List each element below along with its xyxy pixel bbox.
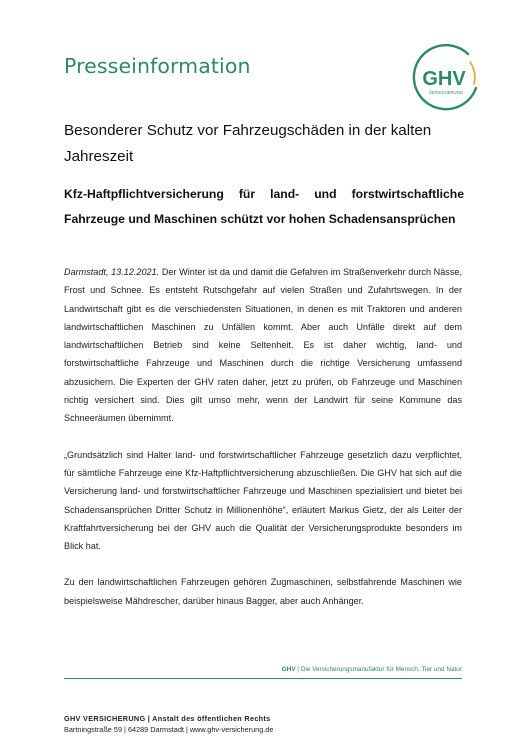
footer-claim-text: | Die Versicherungsmanufaktur für Mensch, Tier und Natur: [295, 666, 462, 673]
paragraph-2: „Grundsätzlich sind Halter land- und forstwirtschaftlicher Fahrzeuge gesetzlich dazu verpflichtet, für sämtliche Fahrzeuge eine Kfz-Haftpflichtversicherung abzuschließen. Die GHV hat sich auf die Versicherung land- und forstwirtschaftlicher Fahrzeuge und Maschinen spezialisiert und bietet bei Schadensansprüchen Dritter Schutz in Millionenhöhe“, erläutert Markus Gietz, der als Leiter der Kraftfahrtversicherung bei der GHV auch die Qualität der Versicherungsprodukte besonders im Blick hat.: [64, 449, 462, 552]
document-type-title: Presseinformation: [64, 54, 251, 78]
logo-tagline: VERSICHERUNG: [429, 90, 463, 95]
logo-wordmark: GHV: [422, 68, 466, 90]
footer-claim: [64, 666, 462, 673]
footer-divider: [64, 678, 462, 679]
paragraph-3: Zu den landwirtschaftlichen Fahrzeugen gehören Zugmaschinen, selbstfahrende Maschinen wie beispielsweise Mähdrescher, darüber hinaus Bagger, aber auch Anhänger.: [64, 577, 462, 606]
footer-address-line-2: Bartningstraße 59 | 64289 Darmstadt | www.ghv-versicherung.de: [64, 725, 274, 734]
paragraph-1: [64, 263, 462, 428]
subheadline: Kfz-Haftpflichtversicherung für land- und forstwirtschaftliche Fahrzeuge und Maschinen schützt vor hohen Schadensansprüchen: [64, 187, 464, 226]
footer-address-line-1: GHV VERSICHERUNG | Anstalt des öffentlichen Rechts: [64, 714, 271, 723]
article-body: [64, 263, 462, 628]
ghv-logo: [410, 44, 482, 116]
headline: Besonderer Schutz vor Fahrzeugschäden in der kalten Jahreszeit: [64, 122, 432, 165]
dateline: Darmstadt, 13.12.2021.: [64, 267, 160, 277]
paragraph-1-text: Der Winter ist da und damit die Gefahren im Straßenverkehr durch Nässe, Frost und Schnee. Es entsteht Rutschgefahr auf vielen Straßen und Zufahrtswegen. In der Landwirtschaft gibt es die verschiedensten Situationen, in denen es mit Traktoren und anderen landwirtschaftlichen Maschinen zu Unfällen kommt. Aber auch Unfälle direkt auf dem landwirtschaftlichen Betrieb sind keine Seltenheit. Es ist daher wichtig, land- und forstwirtschaftliche Fahrzeuge und Maschinen durch die richtige Versicherung umfassend abzusichern. Die Experten der GHV raten daher, jetzt zu prüfen, ob Fahrzeuge und Maschinen richtig versichert sind. Dies gilt umso mehr, wenn der Landwirt für seine Kommune das Schneeräumen übernimmt.: [64, 267, 462, 424]
footer-brand: GHV: [281, 666, 296, 673]
footer-address: [64, 713, 273, 735]
